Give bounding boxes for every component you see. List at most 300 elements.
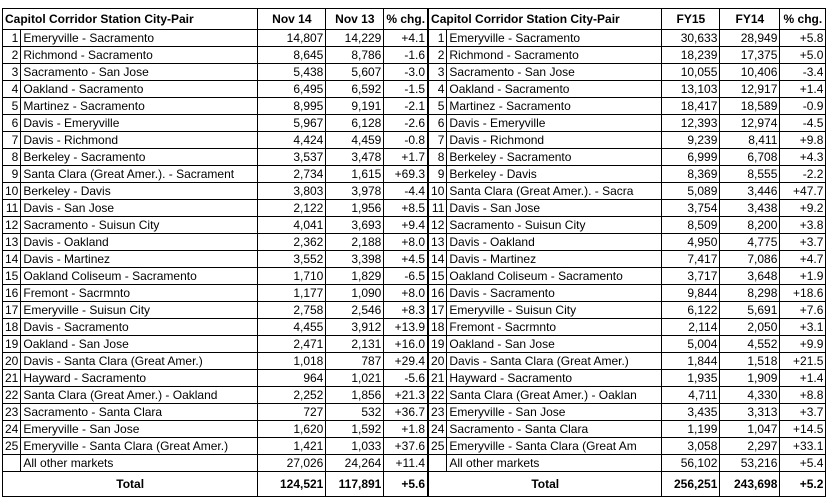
left-pair-cell: Berkeley - Davis: [21, 183, 258, 200]
right-pair-cell: Fremont - Sacrmnto: [447, 319, 662, 336]
left-prior-cell: 3,978: [326, 183, 384, 200]
left-change-cell: -5.6: [384, 370, 428, 387]
right-rank-cell: 24: [428, 421, 447, 438]
right-current-cell: 2,114: [662, 319, 720, 336]
right-change-cell: +18.6: [780, 285, 826, 302]
right-header-pair: Capitol Corridor Station City-Pair: [428, 9, 662, 30]
right-other-change: +5.4: [780, 455, 826, 472]
right-total-change: +5.2: [780, 472, 826, 497]
right-change-cell: -2.2: [780, 166, 826, 183]
left-other-prior: 24,264: [326, 455, 384, 472]
right-rank-cell: 14: [428, 251, 447, 268]
table-row: [3, 217, 826, 234]
left-change-cell: +4.1: [384, 30, 428, 47]
right-prior-cell: 8,411: [720, 132, 780, 149]
right-current-cell: 3,754: [662, 200, 720, 217]
right-pair-cell: Davis - San Jose: [447, 200, 662, 217]
right-prior-cell: 4,775: [720, 234, 780, 251]
right-current-cell: 12,393: [662, 115, 720, 132]
left-rank-cell: 6: [3, 115, 21, 132]
left-rank-cell: 5: [3, 98, 21, 115]
left-prior-cell: 1,956: [326, 200, 384, 217]
left-prior-cell: 8,786: [326, 47, 384, 64]
left-rank-cell: 13: [3, 234, 21, 251]
right-pair-cell: Richmond - Sacramento: [447, 47, 662, 64]
left-current-cell: 727: [258, 404, 326, 421]
left-change-cell: +1.8: [384, 421, 428, 438]
right-other-current: 56,102: [662, 455, 720, 472]
left-pair-cell: Emeryville - Sacramento: [21, 30, 258, 47]
table-row: [3, 98, 826, 115]
right-prior-cell: 6,708: [720, 149, 780, 166]
right-pair-cell: Emeryville - San Jose: [447, 404, 662, 421]
right-pair-cell: Emeryville - Santa Clara (Great Am: [447, 438, 662, 455]
left-rank-cell: 22: [3, 387, 21, 404]
left-current-cell: 1,421: [258, 438, 326, 455]
right-current-cell: 9,239: [662, 132, 720, 149]
left-pair-cell: Emeryville - San Jose: [21, 421, 258, 438]
right-prior-cell: 17,375: [720, 47, 780, 64]
left-pair-cell: Davis - Sacramento: [21, 319, 258, 336]
right-prior-cell: 3,438: [720, 200, 780, 217]
left-prior-cell: 787: [326, 353, 384, 370]
right-change-cell: +1.9: [780, 268, 826, 285]
right-prior-cell: 1,047: [720, 421, 780, 438]
right-prior-cell: 5,691: [720, 302, 780, 319]
left-total-change: +5.6: [384, 472, 428, 497]
other-markets-row: [3, 455, 826, 472]
left-current-cell: 2,734: [258, 166, 326, 183]
left-change-cell: -0.8: [384, 132, 428, 149]
right-prior-cell: 8,200: [720, 217, 780, 234]
left-rank-cell: 20: [3, 353, 21, 370]
left-prior-cell: 2,188: [326, 234, 384, 251]
right-rank-cell: 6: [428, 115, 447, 132]
left-pair-cell: Sacramento - San Jose: [21, 64, 258, 81]
table-row: [3, 353, 826, 370]
table-row: [3, 302, 826, 319]
right-header-current: FY15: [662, 9, 720, 30]
right-prior-cell: 12,974: [720, 115, 780, 132]
left-prior-cell: 3,398: [326, 251, 384, 268]
right-current-cell: 3,717: [662, 268, 720, 285]
right-rank-cell: 17: [428, 302, 447, 319]
left-pair-cell: Oakland Coliseum - Sacramento: [21, 268, 258, 285]
right-change-cell: +47.7: [780, 183, 826, 200]
header-row: [3, 9, 826, 30]
right-rank-cell: 20: [428, 353, 447, 370]
left-current-cell: 14,807: [258, 30, 326, 47]
left-change-cell: +37.6: [384, 438, 428, 455]
city-pair-ridership-table: [2, 8, 826, 497]
table-row: [3, 319, 826, 336]
right-pair-cell: Davis - Sacramento: [447, 285, 662, 302]
left-prior-cell: 1,090: [326, 285, 384, 302]
right-prior-cell: 2,297: [720, 438, 780, 455]
left-change-cell: +8.0: [384, 285, 428, 302]
total-row: [3, 472, 826, 497]
right-prior-cell: 18,589: [720, 98, 780, 115]
left-current-cell: 1,177: [258, 285, 326, 302]
table-row: [3, 30, 826, 47]
table-row: [3, 183, 826, 200]
right-current-cell: 7,417: [662, 251, 720, 268]
left-prior-cell: 1,615: [326, 166, 384, 183]
left-header-current: Nov 14: [258, 9, 326, 30]
left-rank-cell: 8: [3, 149, 21, 166]
left-pair-cell: Emeryville - Santa Clara (Great Amer.): [21, 438, 258, 455]
left-current-cell: 2,252: [258, 387, 326, 404]
left-current-cell: 3,537: [258, 149, 326, 166]
left-pair-cell: Berkeley - Sacramento: [21, 149, 258, 166]
right-rank-cell: 18: [428, 319, 447, 336]
left-change-cell: +9.4: [384, 217, 428, 234]
left-prior-cell: 2,131: [326, 336, 384, 353]
left-prior-cell: 2,546: [326, 302, 384, 319]
table-row: [3, 438, 826, 455]
left-prior-cell: 14,229: [326, 30, 384, 47]
right-rank-cell: 15: [428, 268, 447, 285]
table-row: [3, 47, 826, 64]
left-rank-cell: 10: [3, 183, 21, 200]
right-change-cell: +33.1: [780, 438, 826, 455]
left-change-cell: -1.6: [384, 47, 428, 64]
left-current-cell: 8,645: [258, 47, 326, 64]
left-total-prior: 117,891: [326, 472, 384, 497]
right-change-cell: +1.4: [780, 370, 826, 387]
right-pair-cell: Sacramento - San Jose: [447, 64, 662, 81]
right-header-change: % chg.: [780, 9, 826, 30]
left-rank-cell: 23: [3, 404, 21, 421]
left-change-cell: +8.0: [384, 234, 428, 251]
right-rank-cell: 12: [428, 217, 447, 234]
right-rank-cell: 5: [428, 98, 447, 115]
right-rank-cell: 19: [428, 336, 447, 353]
right-change-cell: +5.0: [780, 47, 826, 64]
right-change-cell: +3.1: [780, 319, 826, 336]
left-current-cell: 6,495: [258, 81, 326, 98]
right-change-cell: -4.5: [780, 115, 826, 132]
right-change-cell: +5.8: [780, 30, 826, 47]
left-change-cell: +29.4: [384, 353, 428, 370]
left-prior-cell: 3,693: [326, 217, 384, 234]
left-pair-cell: Sacramento - Suisun City: [21, 217, 258, 234]
right-current-cell: 3,435: [662, 404, 720, 421]
right-current-cell: 1,935: [662, 370, 720, 387]
left-change-cell: +4.5: [384, 251, 428, 268]
left-current-cell: 3,803: [258, 183, 326, 200]
left-pair-cell: Fremont - Sacrmnto: [21, 285, 258, 302]
right-current-cell: 10,055: [662, 64, 720, 81]
left-prior-cell: 6,128: [326, 115, 384, 132]
left-change-cell: +8.3: [384, 302, 428, 319]
right-change-cell: +9.9: [780, 336, 826, 353]
right-change-cell: +7.6: [780, 302, 826, 319]
right-prior-cell: 10,406: [720, 64, 780, 81]
right-rank-cell: 7: [428, 132, 447, 149]
right-prior-cell: 4,552: [720, 336, 780, 353]
left-change-cell: +1.7: [384, 149, 428, 166]
right-pair-cell: Hayward - Sacramento: [447, 370, 662, 387]
left-pair-cell: Sacramento - Santa Clara: [21, 404, 258, 421]
table-row: [3, 268, 826, 285]
right-total-label: Total: [428, 472, 662, 497]
table-row: [3, 421, 826, 438]
left-other-current: 27,026: [258, 455, 326, 472]
right-rank-cell: 1: [428, 30, 447, 47]
right-prior-cell: 7,086: [720, 251, 780, 268]
left-pair-cell: Martinez - Sacramento: [21, 98, 258, 115]
left-other-change: +11.4: [384, 455, 428, 472]
right-current-cell: 8,369: [662, 166, 720, 183]
right-change-cell: +4.7: [780, 251, 826, 268]
right-change-cell: +14.5: [780, 421, 826, 438]
left-other-label: All other markets: [21, 455, 258, 472]
table-row: [3, 115, 826, 132]
left-pair-cell: Oakland - San Jose: [21, 336, 258, 353]
right-prior-cell: 3,648: [720, 268, 780, 285]
table-row: [3, 81, 826, 98]
right-other-label: All other markets: [447, 455, 662, 472]
table-row: [3, 285, 826, 302]
left-change-cell: +36.7: [384, 404, 428, 421]
left-current-cell: 5,438: [258, 64, 326, 81]
right-change-cell: +3.7: [780, 404, 826, 421]
right-pair-cell: Davis - Oakland: [447, 234, 662, 251]
left-rank-cell: 4: [3, 81, 21, 98]
left-rank-cell: 14: [3, 251, 21, 268]
right-current-cell: 30,633: [662, 30, 720, 47]
left-current-cell: 4,041: [258, 217, 326, 234]
right-change-cell: -0.9: [780, 98, 826, 115]
left-rank-cell: 18: [3, 319, 21, 336]
right-rank-cell: 13: [428, 234, 447, 251]
left-rank-cell: 1: [3, 30, 21, 47]
right-pair-cell: Berkeley - Sacramento: [447, 149, 662, 166]
right-other-prior: 53,216: [720, 455, 780, 472]
left-prior-cell: 4,459: [326, 132, 384, 149]
left-prior-cell: 1,592: [326, 421, 384, 438]
right-pair-cell: Sacramento - Santa Clara: [447, 421, 662, 438]
left-rank-cell: 3: [3, 64, 21, 81]
left-header-prior: Nov 13: [326, 9, 384, 30]
left-prior-cell: 532: [326, 404, 384, 421]
right-pair-cell: Oakland Coliseum - Sacramento: [447, 268, 662, 285]
table-row: [3, 149, 826, 166]
left-current-cell: 2,758: [258, 302, 326, 319]
right-current-cell: 9,844: [662, 285, 720, 302]
left-pair-cell: Davis - Emeryville: [21, 115, 258, 132]
left-current-cell: 1,710: [258, 268, 326, 285]
right-current-cell: 1,844: [662, 353, 720, 370]
left-current-cell: 8,995: [258, 98, 326, 115]
right-total-prior: 243,698: [720, 472, 780, 497]
left-current-cell: 2,471: [258, 336, 326, 353]
right-change-cell: -3.4: [780, 64, 826, 81]
table-row: [3, 64, 826, 81]
left-pair-cell: Hayward - Sacramento: [21, 370, 258, 387]
left-change-cell: -6.5: [384, 268, 428, 285]
right-rank-cell: 23: [428, 404, 447, 421]
right-rank-cell: 4: [428, 81, 447, 98]
right-rank-cell: 9: [428, 166, 447, 183]
left-change-cell: -3.0: [384, 64, 428, 81]
right-prior-cell: 1,518: [720, 353, 780, 370]
right-rank-cell: 10: [428, 183, 447, 200]
right-current-cell: 1,199: [662, 421, 720, 438]
left-change-cell: -4.4: [384, 183, 428, 200]
left-rank-cell: 7: [3, 132, 21, 149]
right-change-cell: +3.7: [780, 234, 826, 251]
left-prior-cell: 1,829: [326, 268, 384, 285]
left-pair-cell: Emeryville - Suisun City: [21, 302, 258, 319]
left-current-cell: 3,552: [258, 251, 326, 268]
table-row: [3, 200, 826, 217]
right-rank-cell: 2: [428, 47, 447, 64]
left-current-cell: 4,424: [258, 132, 326, 149]
left-rank-cell: 21: [3, 370, 21, 387]
table-row: [3, 251, 826, 268]
table-row: [3, 132, 826, 149]
right-current-cell: 4,711: [662, 387, 720, 404]
right-prior-cell: 12,917: [720, 81, 780, 98]
right-change-cell: +9.2: [780, 200, 826, 217]
table-row: [3, 370, 826, 387]
right-prior-cell: 3,446: [720, 183, 780, 200]
left-pair-cell: Davis - Richmond: [21, 132, 258, 149]
right-current-cell: 4,950: [662, 234, 720, 251]
left-rank-cell: 24: [3, 421, 21, 438]
right-change-cell: +4.3: [780, 149, 826, 166]
left-prior-cell: 5,607: [326, 64, 384, 81]
right-header-prior: FY14: [720, 9, 780, 30]
left-current-cell: 5,967: [258, 115, 326, 132]
right-pair-cell: Berkeley - Davis: [447, 166, 662, 183]
left-change-cell: +69.3: [384, 166, 428, 183]
right-change-cell: +1.4: [780, 81, 826, 98]
right-current-cell: 5,004: [662, 336, 720, 353]
left-current-cell: 964: [258, 370, 326, 387]
right-rank-cell: 22: [428, 387, 447, 404]
right-rank-cell: 3: [428, 64, 447, 81]
right-rank-cell: 8: [428, 149, 447, 166]
left-change-cell: -2.6: [384, 115, 428, 132]
left-rank-cell: 25: [3, 438, 21, 455]
left-prior-cell: 3,912: [326, 319, 384, 336]
left-change-cell: -2.1: [384, 98, 428, 115]
table-row: [3, 336, 826, 353]
left-prior-cell: 6,592: [326, 81, 384, 98]
right-pair-cell: Davis - Richmond: [447, 132, 662, 149]
right-pair-cell: Oakland - Sacramento: [447, 81, 662, 98]
right-pair-cell: Sacramento - Suisun City: [447, 217, 662, 234]
right-pair-cell: Santa Clara (Great Amer.). - Sacra: [447, 183, 662, 200]
right-pair-cell: Emeryville - Sacramento: [447, 30, 662, 47]
right-current-cell: 6,999: [662, 149, 720, 166]
left-current-cell: 1,018: [258, 353, 326, 370]
right-current-cell: 13,103: [662, 81, 720, 98]
left-change-cell: +21.3: [384, 387, 428, 404]
right-rank-cell: 25: [428, 438, 447, 455]
left-pair-cell: Richmond - Sacramento: [21, 47, 258, 64]
right-change-cell: +8.8: [780, 387, 826, 404]
left-pair-cell: Santa Clara (Great Amer.) - Oakland: [21, 387, 258, 404]
right-current-cell: 18,239: [662, 47, 720, 64]
right-prior-cell: 3,313: [720, 404, 780, 421]
right-rank-cell: 11: [428, 200, 447, 217]
left-prior-cell: 9,191: [326, 98, 384, 115]
left-current-cell: 1,620: [258, 421, 326, 438]
right-current-cell: 6,122: [662, 302, 720, 319]
right-prior-cell: 28,949: [720, 30, 780, 47]
left-header-change: % chg.: [384, 9, 428, 30]
right-rank-cell: 16: [428, 285, 447, 302]
left-pair-cell: Davis - Santa Clara (Great Amer.): [21, 353, 258, 370]
right-rank-cell: 21: [428, 370, 447, 387]
table-row: [3, 166, 826, 183]
right-pair-cell: Davis - Santa Clara (Great Amer.): [447, 353, 662, 370]
left-change-cell: +16.0: [384, 336, 428, 353]
right-pair-cell: Santa Clara (Great Amer.) - Oaklan: [447, 387, 662, 404]
right-prior-cell: 2,050: [720, 319, 780, 336]
left-current-cell: 2,362: [258, 234, 326, 251]
left-current-cell: 4,455: [258, 319, 326, 336]
right-change-cell: +21.5: [780, 353, 826, 370]
left-pair-cell: Davis - Oakland: [21, 234, 258, 251]
left-rank-cell: 16: [3, 285, 21, 302]
right-prior-cell: 4,330: [720, 387, 780, 404]
right-current-cell: 18,417: [662, 98, 720, 115]
right-change-cell: +3.8: [780, 217, 826, 234]
left-total-label: Total: [3, 472, 258, 497]
table-row: [3, 234, 826, 251]
left-change-cell: +13.9: [384, 319, 428, 336]
right-prior-cell: 1,909: [720, 370, 780, 387]
left-prior-cell: 1,856: [326, 387, 384, 404]
right-pair-cell: Davis - Emeryville: [447, 115, 662, 132]
right-prior-cell: 8,298: [720, 285, 780, 302]
left-other-rank: [3, 455, 21, 472]
right-current-cell: 8,509: [662, 217, 720, 234]
left-prior-cell: 1,033: [326, 438, 384, 455]
left-change-cell: -1.5: [384, 81, 428, 98]
left-pair-cell: Oakland - Sacramento: [21, 81, 258, 98]
left-rank-cell: 17: [3, 302, 21, 319]
right-other-rank: [428, 455, 447, 472]
left-rank-cell: 11: [3, 200, 21, 217]
left-rank-cell: 19: [3, 336, 21, 353]
left-pair-cell: Davis - San Jose: [21, 200, 258, 217]
right-pair-cell: Emeryville - Suisun City: [447, 302, 662, 319]
table-row: [3, 387, 826, 404]
left-header-pair: Capitol Corridor Station City-Pair: [3, 9, 258, 30]
left-change-cell: +8.5: [384, 200, 428, 217]
right-prior-cell: 8,555: [720, 166, 780, 183]
right-pair-cell: Davis - Martinez: [447, 251, 662, 268]
left-prior-cell: 1,021: [326, 370, 384, 387]
right-pair-cell: Oakland - San Jose: [447, 336, 662, 353]
right-change-cell: +9.8: [780, 132, 826, 149]
left-prior-cell: 3,478: [326, 149, 384, 166]
left-rank-cell: 15: [3, 268, 21, 285]
left-rank-cell: 9: [3, 166, 21, 183]
left-pair-cell: Santa Clara (Great Amer.). - Sacrament: [21, 166, 258, 183]
right-total-current: 256,251: [662, 472, 720, 497]
left-rank-cell: 12: [3, 217, 21, 234]
left-rank-cell: 2: [3, 47, 21, 64]
left-pair-cell: Davis - Martinez: [21, 251, 258, 268]
right-current-cell: 5,089: [662, 183, 720, 200]
